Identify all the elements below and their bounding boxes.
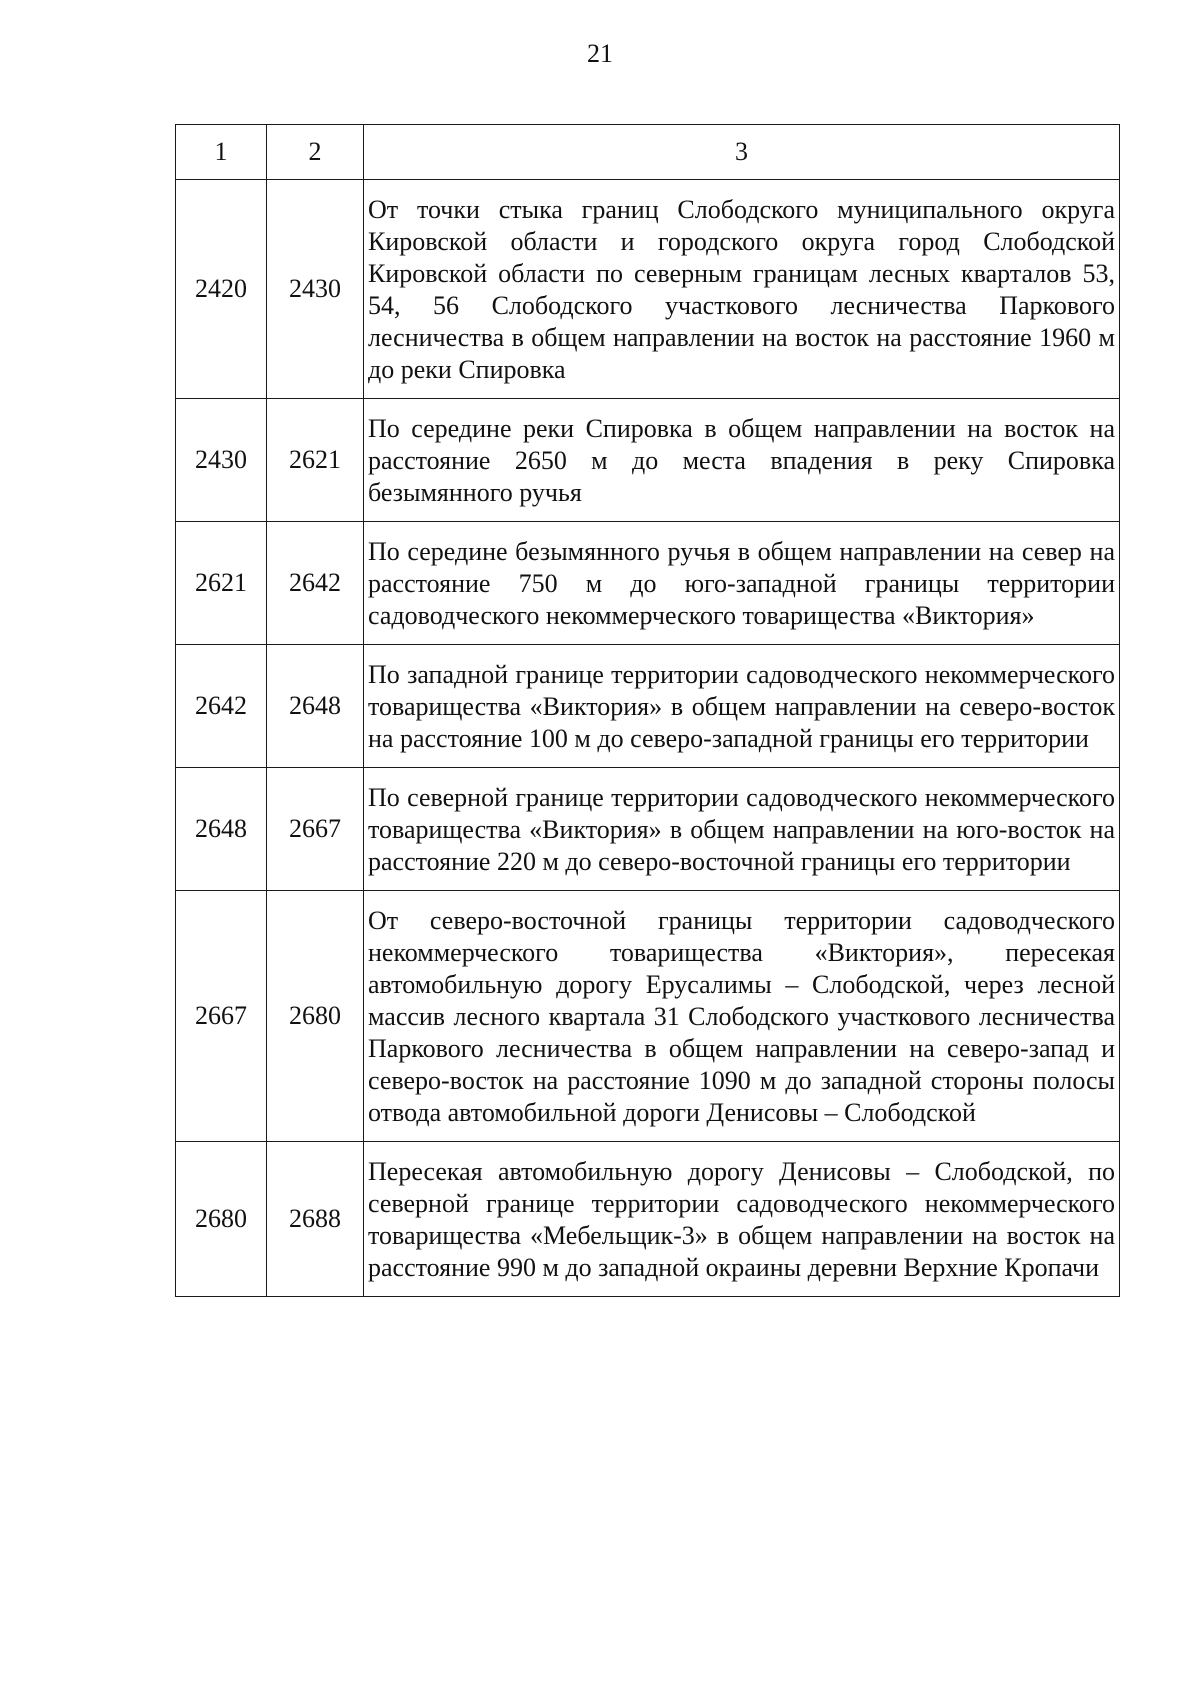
table-row bbox=[176, 768, 1120, 891]
route-description: По западной границе территории садоводческого некоммерческого товарищества «Виктория» в общем направлении на северо-восток на расстояние 100 м до северо-западной границы его территории bbox=[364, 645, 1120, 768]
end-point: 2648 bbox=[267, 645, 364, 768]
table-header-row bbox=[176, 125, 1120, 180]
end-point: 2667 bbox=[267, 768, 364, 891]
column-header-1: 1 bbox=[176, 125, 267, 180]
column-header-3: 3 bbox=[364, 125, 1120, 180]
route-description: От северо-восточной границы территории садоводческого некоммерческого товарищества «Виктория», пересекая автомобильную дорогу Ерусалимы – Слободской, через лесной массив лесного квартала 31 Слободского участкового лесничества Паркового лесничества в общем направлении на северо-запад и северо-восток на расстояние 1090 м до западной стороны полосы отвода автомобильной дороги Денисовы – Слободской bbox=[364, 891, 1120, 1142]
table-row bbox=[176, 522, 1120, 645]
route-description: По середине безымянного ручья в общем направлении на север на расстояние 750 м до юго-западной границы территории садоводческого некоммерческого товарищества «Виктория» bbox=[364, 522, 1120, 645]
page-number: 21 bbox=[587, 39, 613, 68]
end-point: 2688 bbox=[267, 1142, 364, 1297]
table-row bbox=[176, 891, 1120, 1142]
start-point: 2642 bbox=[176, 645, 267, 768]
column-header-2: 2 bbox=[267, 125, 364, 180]
start-point: 2430 bbox=[176, 399, 267, 522]
route-description: По середине реки Спировка в общем направлении на восток на расстояние 2650 м до места впадения в реку Спировка безымянного ручья bbox=[364, 399, 1120, 522]
table-row bbox=[176, 645, 1120, 768]
table-row bbox=[176, 180, 1120, 399]
start-point: 2680 bbox=[176, 1142, 267, 1297]
table-row bbox=[176, 399, 1120, 522]
end-point: 2642 bbox=[267, 522, 364, 645]
start-point: 2667 bbox=[176, 891, 267, 1142]
end-point: 2430 bbox=[267, 180, 364, 399]
end-point: 2621 bbox=[267, 399, 364, 522]
start-point: 2648 bbox=[176, 768, 267, 891]
end-point: 2680 bbox=[267, 891, 364, 1142]
table-row bbox=[176, 1142, 1120, 1297]
route-description: От точки стыка границ Слободского муниципального округа Кировской области и городского округа город Слободской Кировской области по северным границам лесных кварталов 53, 54, 56 Слободского участкового лесничества Паркового лесничества в общем направлении на восток на расстояние 1960 м до реки Спировка bbox=[364, 180, 1120, 399]
start-point: 2420 bbox=[176, 180, 267, 399]
start-point: 2621 bbox=[176, 522, 267, 645]
boundary-route-table bbox=[175, 124, 1120, 1297]
route-description: По северной границе территории садоводческого некоммерческого товарищества «Виктория» в общем направлении на юго-восток на расстояние 220 м до северо-восточной границы его территории bbox=[364, 768, 1120, 891]
route-description: Пересекая автомобильную дорогу Денисовы – Слободской, по северной границе территории садоводческого некоммерческого товарищества «Мебельщик-3» в общем направлении на восток на расстояние 990 м до западной окраины деревни Верхние Кропачи bbox=[364, 1142, 1120, 1297]
